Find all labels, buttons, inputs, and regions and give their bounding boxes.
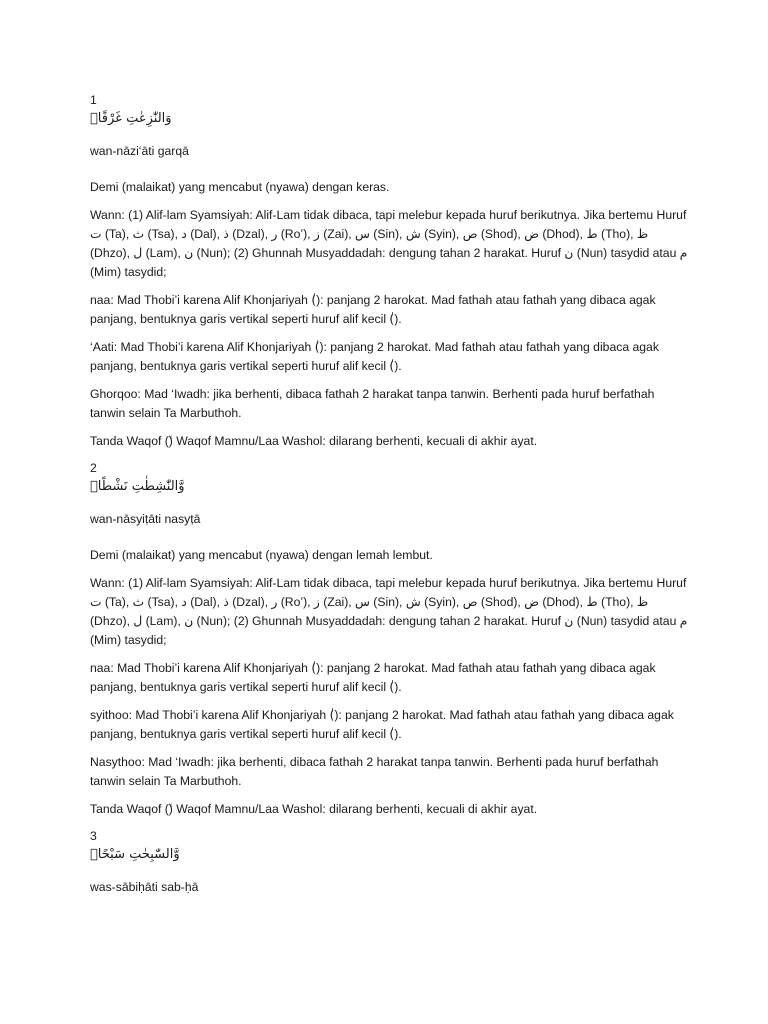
translation: Demi (malaikat) yang mencabut (nyawa) dengan keras.	[90, 180, 390, 194]
verse-3	[90, 828, 690, 897]
transliteration: wan-nāzi‘āti garqā	[90, 144, 189, 158]
tajwid-note: ‘Aati: Mad Thobi’i karena Alif Khonjariyah (ٰ): panjang 2 harokat. Mad fathah atau fathah yang dibaca agak panjang, bentuknya garis vertikal seperti huruf alif kecil (ٰ).	[90, 340, 659, 373]
verse-number: 3	[90, 829, 97, 843]
arabic-verse-text: وَّالنّٰشِطٰتِ نَشْطًاۙ	[90, 479, 185, 494]
arabic-verse-text: وَالنّٰزِعٰتِ غَرْقًاۙ	[90, 111, 172, 126]
tajwid-note: Ghorqoo: Mad ‘Iwadh: jika berhenti, dibaca fathah 2 harakat tanpa tanwin. Berhenti pada huruf berfathah tanwin selain Ta Marbuthoh.	[90, 387, 655, 420]
tajwid-note: Nasythoo: Mad ‘Iwadh: jika berhenti, dibaca fathah 2 harakat tanpa tanwin. Berhenti pada huruf berfathah tanwin selain Ta Marbuthoh.	[90, 755, 659, 788]
transliteration: was-sābiḥāti sab-ḥā	[90, 880, 199, 894]
transliteration: wan-nāsyiṭāti nasyṭā	[90, 512, 201, 526]
tajwid-note: naa: Mad Thobi’i karena Alif Khonjariyah (ٰ): panjang 2 harokat. Mad fathah atau fathah yang dibaca agak panjang, bentuknya garis vertikal seperti huruf alif kecil (ٰ).	[90, 293, 656, 326]
verse-1	[90, 92, 690, 451]
tajwid-note: Tanda Waqof (ۙ) Waqof Mamnu/Laa Washol: dilarang berhenti, kecuali di akhir ayat.	[90, 802, 538, 816]
verse-number: 1	[90, 93, 97, 107]
tajwid-note: naa: Mad Thobi’i karena Alif Khonjariyah (ٰ): panjang 2 harokat. Mad fathah atau fathah yang dibaca agak panjang, bentuknya garis vertikal seperti huruf alif kecil (ٰ).	[90, 661, 656, 694]
translation: Demi (malaikat) yang mencabut (nyawa) dengan lemah lembut.	[90, 548, 433, 562]
verse-2	[90, 460, 690, 819]
verse-number: 2	[90, 461, 97, 475]
document-page	[90, 92, 690, 906]
tajwid-note: syithoo: Mad Thobi’i karena Alif Khonjariyah (ٰ): panjang 2 harokat. Mad fathah atau fathah yang dibaca agak panjang, bentuknya garis vertikal seperti huruf alif kecil (ٰ).	[90, 708, 674, 741]
tajwid-note: Wann: (1) Alif-lam Syamsiyah: Alif-Lam tidak dibaca, tapi melebur kepada huruf berikutnya. Jika bertemu Huruf ت (Ta), ث (Tsa), د (Dal), ذ (Dzal), ر (Ro’), ز (Zai), س (Sin), ش (Syin), ص (Shod), ض (Dhod), ط (Tho), ظ (Dhzo), ل (Lam), ن (Nun); (2) Ghunnah Musyaddadah: dengung tahan 2 harakat. Huruf ن (Nun) tasydid atau م (Mim) tasydid;	[90, 576, 688, 647]
tajwid-note: Tanda Waqof (ۙ) Waqof Mamnu/Laa Washol: dilarang berhenti, kecuali di akhir ayat.	[90, 434, 538, 448]
arabic-verse-text: وَّالسّٰبِحٰتِ سَبْحًاۙ	[90, 847, 180, 862]
tajwid-note: Wann: (1) Alif-lam Syamsiyah: Alif-Lam tidak dibaca, tapi melebur kepada huruf berikutnya. Jika bertemu Huruf ت (Ta), ث (Tsa), د (Dal), ذ (Dzal), ر (Ro’), ز (Zai), س (Sin), ش (Syin), ص (Shod), ض (Dhod), ط (Tho), ظ (Dhzo), ل (Lam), ن (Nun); (2) Ghunnah Musyaddadah: dengung tahan 2 harakat. Huruf ن (Nun) tasydid atau م (Mim) tasydid;	[90, 208, 688, 279]
